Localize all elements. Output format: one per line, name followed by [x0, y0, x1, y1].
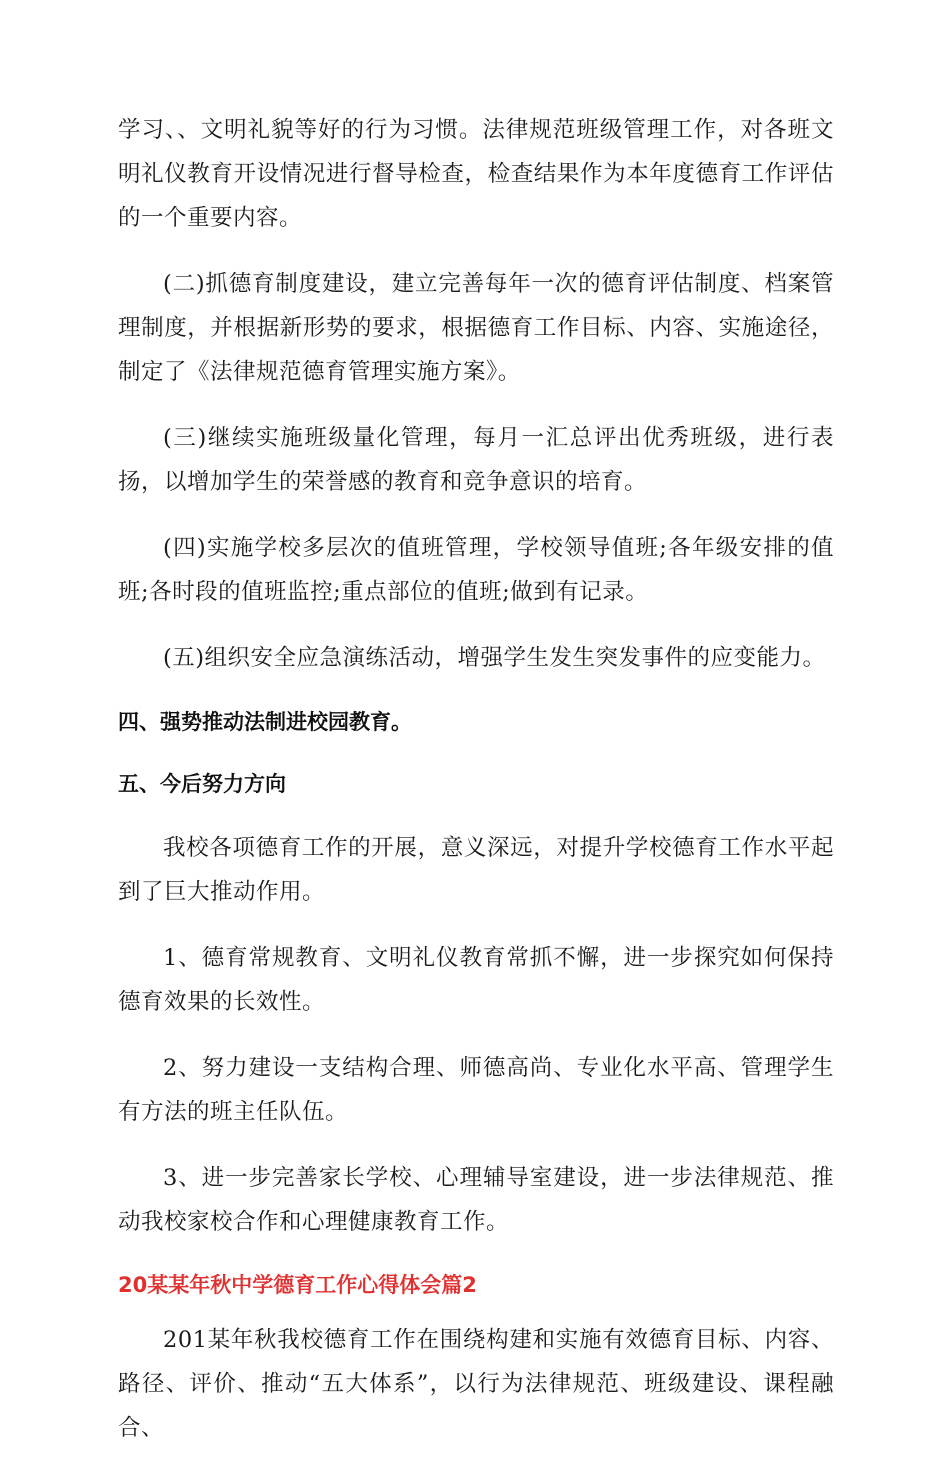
paragraph-item-5: (五)组织安全应急演练活动，增强学生发生突发事件的应变能力。	[163, 645, 826, 671]
paragraph-future-1: 1、德育常规教育、文明礼仪教育常抓不懈，进一步探究如何保持德育效果的长效性。	[118, 945, 834, 1015]
heading-section-4: 四、强势推动法制进校园教育。	[118, 710, 412, 734]
paragraph-intro-continuation: 学习、、文明礼貌等好的行为习惯。法律规范班级管理工作，对各班文明礼仪教育开设情况进行督导检查，检查结果作为本年度德育工作评估的一个重要内容。	[118, 117, 834, 231]
heading-section-5: 五、今后努力方向	[118, 772, 286, 796]
paragraph-item-3: (三)继续实施班级量化管理，每月一汇总评出优秀班级，进行表扬，以增加学生的荣誉感的教育和竞争意识的培育。	[118, 425, 834, 495]
paragraph-item-2: (二)抓德育制度建设，建立完善每年一次的德育评估制度、档案管理制度，并根据新形势的要求，根据德育工作目标、内容、实施途径，制定了《法律规范德育管理实施方案》。	[118, 271, 834, 385]
paragraph-item-4: (四)实施学校多层次的值班管理，学校领导值班;各年级安排的值班;各时段的值班监控;重点部位的值班;做到有记录。	[118, 535, 834, 605]
paragraph-part-2-intro: 201某年秋我校德育工作在围绕构建和实施有效德育目标、内容、路径、评价、推动“五大体系”，以行为法律规范、班级建设、课程融合、	[118, 1327, 834, 1441]
article-title-part-2: 20某某年秋中学德育工作心得体会篇2	[118, 1273, 477, 1297]
document-body	[118, 108, 834, 1472]
paragraph-future-intro: 我校各项德育工作的开展，意义深远，对提升学校德育工作水平起到了巨大推动作用。	[118, 835, 834, 905]
paragraph-future-3: 3、进一步完善家长学校、心理辅导室建设，进一步法律规范、推动我校家校合作和心理健康教育工作。	[118, 1165, 834, 1235]
paragraph-future-2: 2、努力建设一支结构合理、师德高尚、专业化水平高、管理学生有方法的班主任队伍。	[118, 1055, 834, 1125]
